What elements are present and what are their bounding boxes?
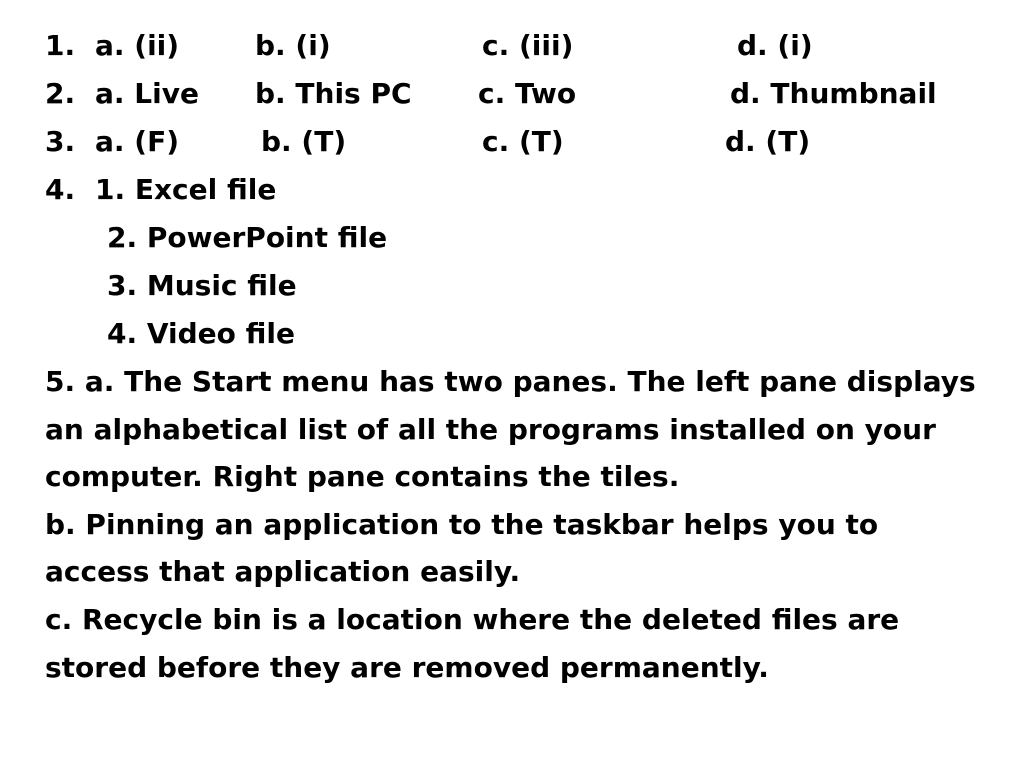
answer-a: a. (ii) [95,29,180,62]
answer-d: d. (T) [725,125,811,158]
answer-row-3 [45,118,984,166]
q5-answer-c: c. Recycle bin is a location where the deleted files are stored before they are removed permanently. [45,602,900,684]
q5-answer-b: b. Pinning an application to the taskbar helps you to access that application easily. [45,507,879,589]
answer-c: c. (T) [482,125,564,158]
answer-row-4 [45,166,984,214]
question-number: 2. [45,77,76,110]
q4-item-2: 2. PowerPoint file [107,221,388,254]
question-number: 4. [45,173,76,206]
answer-b: b. (T) [261,125,347,158]
answer-row-1 [45,22,984,70]
answer-c: c. Two [478,77,577,110]
q4-item-1: 1. Excel file [95,173,277,206]
question-number: 3. [45,125,76,158]
answer-c: c. (iii) [482,29,574,62]
answer-row-2 [45,70,984,118]
answer-a: a. Live [95,77,199,110]
answer-b: b. (i) [255,29,331,62]
answer-d: d. (i) [737,29,813,62]
answer-d: d. Thumbnail [730,77,937,110]
q4-item-4: 4. Video file [107,317,296,350]
q4-item-3: 3. Music file [107,269,297,302]
q5-answer-a: 5. a. The Start menu has two panes. The left pane displays an alphabetical list of all the programs installed on your computer. Right pane contains the tiles. [45,365,976,494]
answer-b: b. This PC [255,77,412,110]
answer-a: a. (F) [95,125,179,158]
question-number: 1. [45,29,76,62]
